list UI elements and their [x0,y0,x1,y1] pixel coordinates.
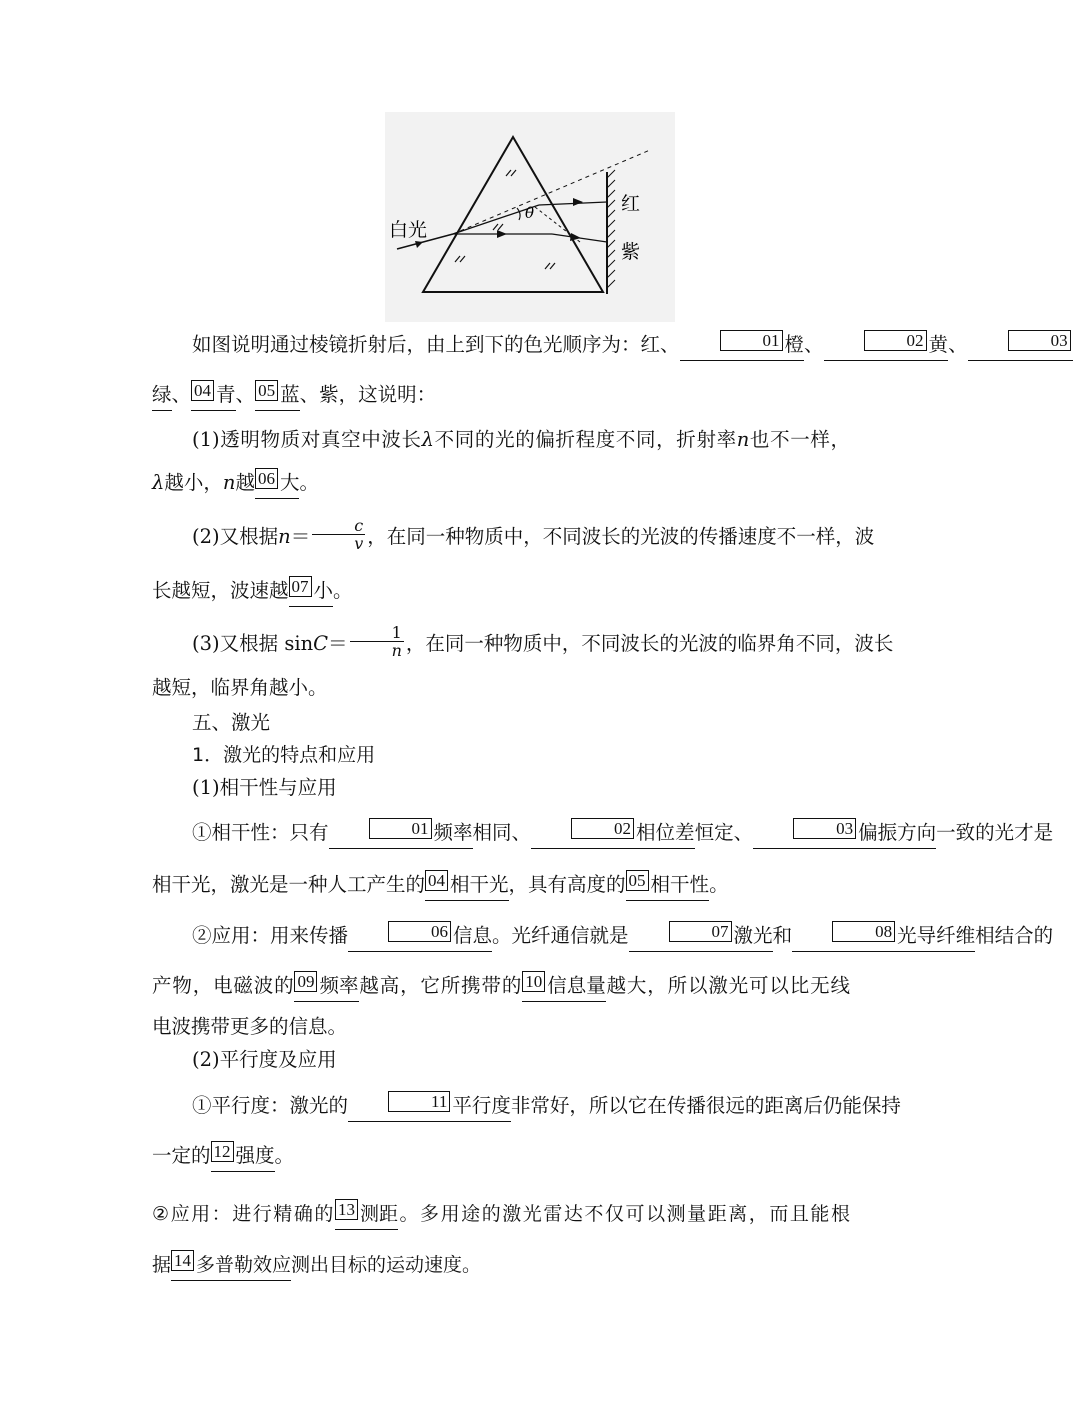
subsection-1-heading: 1．激光的特点和应用 [192,744,376,766]
answer-03-marker: 03 [968,330,1073,361]
section-5-heading: 五、激光 [192,711,271,734]
point-2-line-1: (2)又根据n＝ $\frac{c}{v}$ ，在同一种物质中，不同波长的光波的传播速度不一样，波 [192,516,875,553]
answer-app-13: 13 测距 [335,1199,398,1230]
application-1-line-3: 电波携带更多的信息。 [152,1015,348,1038]
red-label: 红 [621,193,641,215]
point-1-line-1: (1)透明物质对真空中波长λ不同的光的偏折程度不同，折射率n也不一样， [192,428,850,451]
coherence-heading: (1)相干性与应用 [192,776,337,799]
answer-01-orange: 01 橙 [680,330,805,361]
answer-app-07: 07 激光 [629,921,773,952]
application-1-line-1: ②应用：用来传播 06 信息。光纤通信就是 07 激光和 08 光导纤维相结合的 [152,921,850,952]
fraction-1-over-n: $\frac{1}{n}$ [350,624,404,659]
violet-label: 紫 [621,241,641,263]
application-2-line-1: ②应用：进行精确的 13 测距。多用途的激光雷达不仅可以测量距离，而且能根 [152,1199,850,1230]
answer-coh-02: 02 相位差 [531,818,695,849]
point-3-line-1: (3)又根据 sinC＝ $\frac{1}{n}$ ，在同一种物质中，不同波长的光波的临界角不同，波长 [192,623,894,660]
answer-02-yellow: 02 黄 [824,330,949,361]
prism-dispersion-figure [385,112,675,322]
answer-par-12: 12 强度 [211,1141,275,1172]
white-light-label: 白光 [389,219,428,241]
answer-03-green: 绿 [152,380,172,411]
answer-05-blue: 05 蓝 [255,380,300,411]
answer-app-08: 08 光导纤维 [792,921,975,952]
answer-07-small: 07 小 [289,576,334,607]
answer-app-06: 06 信息 [348,921,492,952]
answer-app-10: 10 信息量 [522,971,606,1002]
parallelism-line-1: ①平行度：激光的 11 平行度非常好，所以它在传播很远的距离后仍能保持 [152,1091,850,1122]
theta-label: θ [525,204,535,222]
point-3-line-2: 越短，临界角越小。 [152,676,328,699]
parallelism-line-2: 一定的 12 强度。 [152,1141,850,1172]
answer-04-cyan: 04 青 [191,380,236,411]
parallelism-heading: (2)平行度及应用 [192,1048,337,1071]
answer-app-14: 14 多普勒效应 [171,1250,291,1281]
color-order-line-1: 如图说明通过棱镜折射后，由上到下的色光顺序为：红、 01 橙、 02 黄、 03 [152,330,850,361]
answer-coh-04: 04 相干光 [425,870,509,901]
answer-06-large: 06 大 [255,468,300,499]
application-2-line-2: 据 14 多普勒效应测出目标的运动速度。 [152,1250,850,1281]
coherence-line-1: ①相干性：只有 01 频率相同、 02 相位差恒定、 03 偏振方向一致的光才是 [152,818,850,849]
fraction-c-over-v: $\frac{c}{v}$ [312,517,365,552]
point-1-line-2: λ越小，n越 06 大。 [152,468,850,499]
answer-coh-05: 05 相干性 [626,870,710,901]
prism-diagram [385,112,675,322]
answer-coh-01: 01 频率 [329,818,473,849]
point-2-line-2: 长越短，波速越 07 小。 [152,576,850,607]
color-order-line-2: 绿、 04 青、 05 蓝、紫，这说明： [152,380,850,411]
coherence-line-2: 相干光，激光是一种人工产生的 04 相干光，具有高度的 05 相干性。 [152,870,850,901]
answer-app-09: 09 频率 [294,971,358,1002]
answer-coh-03: 03 偏振方向 [753,818,936,849]
color-order-text: 如图说明通过棱镜折射后，由上到下的色光顺序为：红、 [192,333,680,356]
answer-par-11: 11 平行度 [348,1091,511,1122]
application-1-line-2: 产物，电磁波的 09 频率越高，它所携带的 10 信息量越大，所以激光可以比无线 [152,971,850,1002]
